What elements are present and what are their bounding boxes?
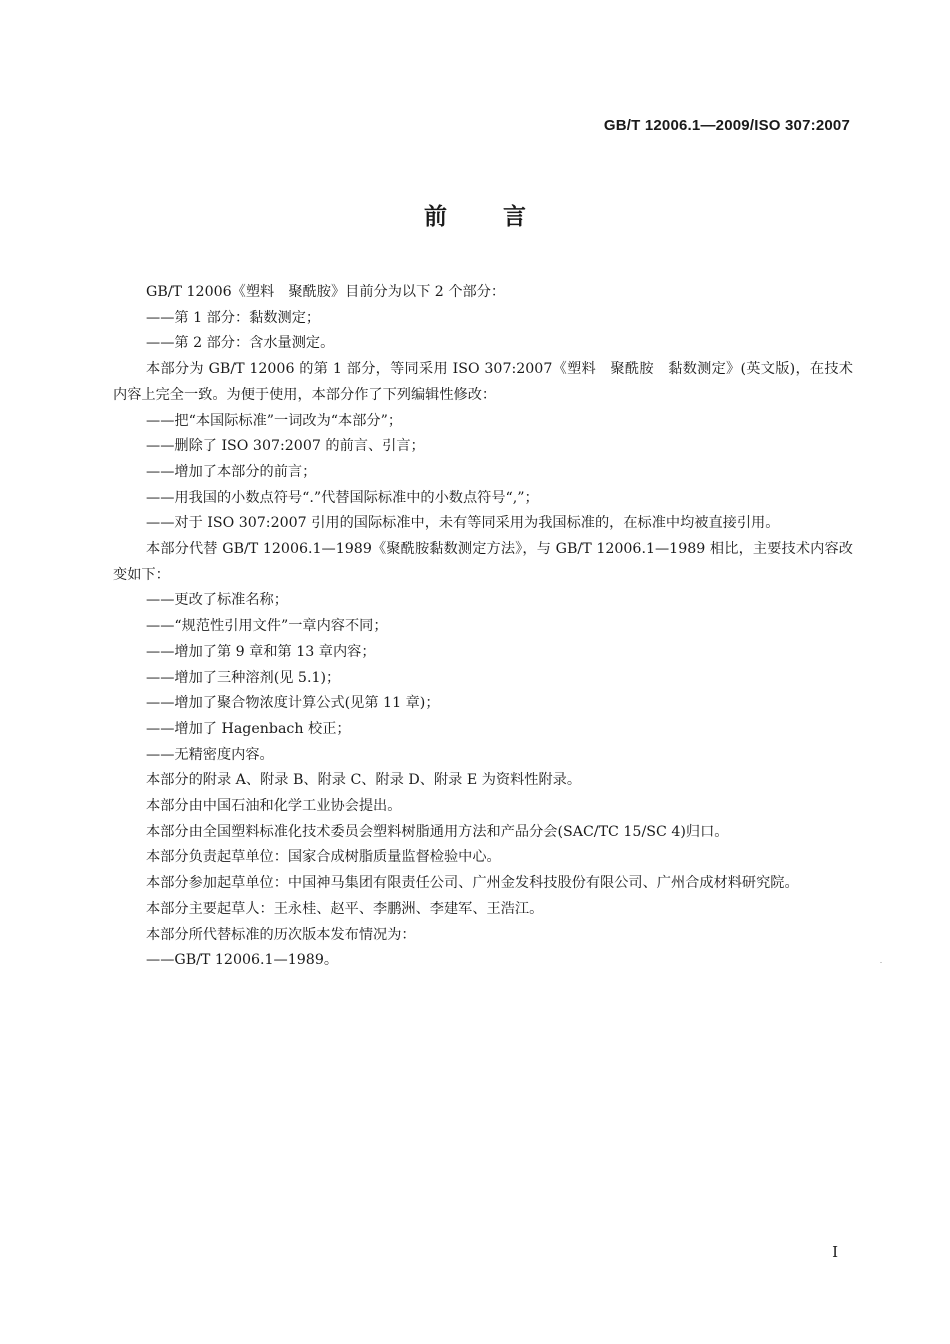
list-item: ——“规范性引用文件”一章内容不同；: [146, 618, 388, 635]
paragraph: GB/T 12006《塑料 聚酰胺》目前分为以下 2 个部分：: [146, 284, 506, 300]
paragraph: 本部分由全国塑料标准化技术委员会塑料树脂通用方法和产品分会(SAC/TC 15/SC 4)归口。: [146, 823, 729, 840]
paragraph: 本部分参加起草单位：中国神马集团有限责任公司、广州金发科技股份有限公司、广州合成材料研究院。: [146, 875, 799, 892]
list-item: ——增加了三种溶剂(见 5.1)；: [146, 669, 341, 686]
paragraph: 本部分代替 GB/T 12006.1—1989《聚酰胺黏数测定方法》，与 GB/T 12006.1—1989 相比，主要技术内容改变如下：: [113, 541, 853, 583]
list-item: ——更改了标准名称；: [146, 592, 288, 609]
page-number: I: [832, 1243, 838, 1261]
list-item: ——增加了第 9 章和第 13 章内容；: [146, 643, 376, 660]
list-item: ——对于 ISO 307:2007 引用的国际标准中，未有等同采用为我国标准的，在标准中均被直接引用。: [146, 515, 780, 532]
page-title: 前言: [424, 204, 582, 230]
paragraph: 本部分由中国石油和化学工业协会提出。: [146, 798, 402, 815]
paragraph: 本部分的附录 A、附录 B、附录 C、附录 D、附录 E 为资料性附录。: [146, 772, 582, 789]
list-item: ——把“本国际标准”一词改为“本部分”；: [146, 412, 403, 429]
paragraph: 本部分负责起草单位：国家合成树脂质量监督检验中心。: [146, 849, 501, 866]
list-item: ——增加了本部分的前言；: [146, 463, 317, 480]
scan-mark: [880, 962, 882, 963]
list-item: ——增加了聚合物浓度计算公式(见第 11 章)；: [146, 695, 440, 712]
foreword-body: [113, 280, 853, 974]
list-item: ——无精密度内容。: [146, 746, 274, 763]
list-item: ——用我国的小数点符号“.”代替国际标准中的小数点符号“,”；: [146, 489, 539, 506]
list-item: ——第 2 部分：含水量测定。: [146, 335, 335, 352]
paragraph: 本部分为 GB/T 12006 的第 1 部分，等同采用 ISO 307:2007《塑料 聚酰胺 黏数测定》(英文版)，在技术内容上完全一致。为便于使用，本部分作了下列编辑性修改：: [113, 361, 853, 403]
list-item: ——删除了 ISO 307:2007 的前言、引言；: [146, 438, 425, 455]
paragraph: 本部分所代替标准的历次版本发布情况为：: [146, 926, 416, 943]
list-item: ——增加了 Hagenbach 校正；: [146, 720, 351, 737]
list-item: ——第 1 部分：黏数测定；: [146, 309, 321, 326]
list-item: ——GB/T 12006.1—1989。: [146, 952, 339, 969]
paragraph: 本部分主要起草人：王永桂、赵平、李鹏洲、李建军、王浩江。: [146, 900, 544, 917]
standard-code: GB/T 12006.1—2009/ISO 307:2007: [603, 117, 850, 134]
